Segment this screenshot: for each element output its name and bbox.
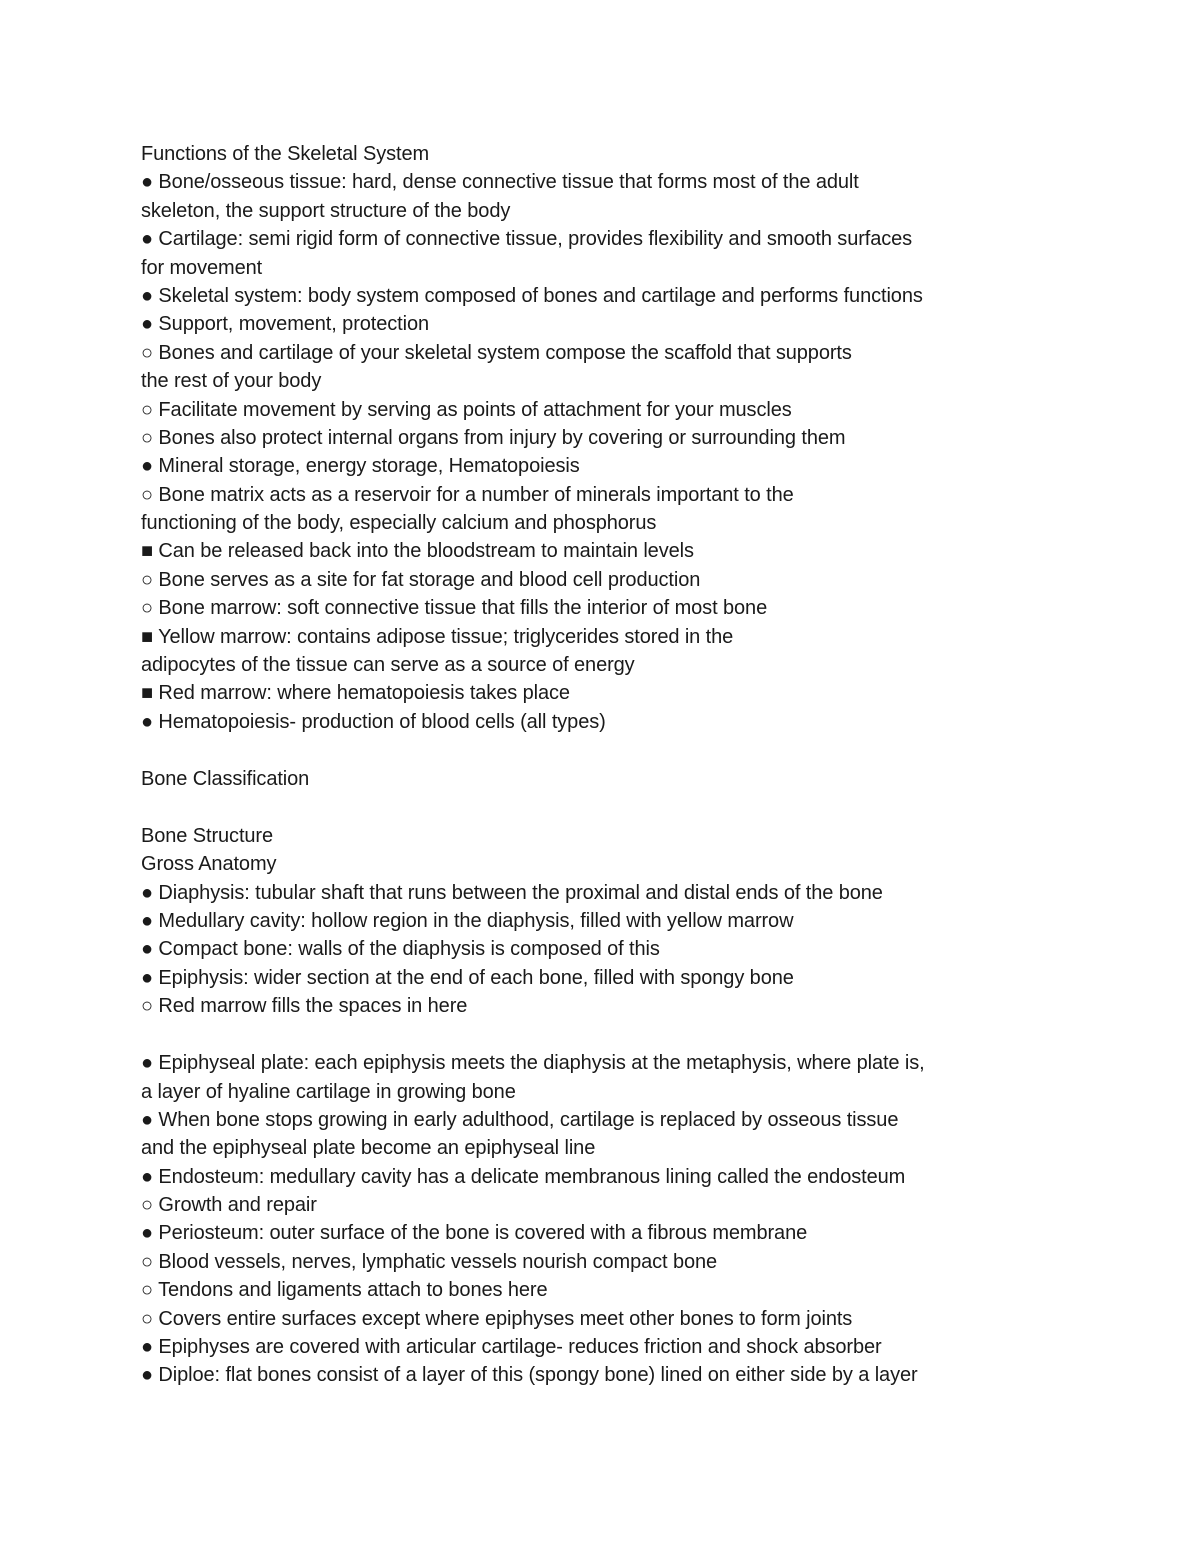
document-line: a layer of hyaline cartilage in growing bone (141, 1080, 516, 1103)
document-line: and the epiphyseal plate become an epiphyseal line (141, 1137, 596, 1160)
document-line: ● Diploe: flat bones consist of a layer of this (spongy bone) lined on either side by a layer (141, 1364, 918, 1387)
document-line: ● Compact bone: walls of the diaphysis is composed of this (141, 938, 660, 961)
document-line: ○ Tendons and ligaments attach to bones here (141, 1279, 548, 1302)
document-line: ○ Blood vessels, nerves, lymphatic vessels nourish compact bone (141, 1250, 718, 1273)
document-line: Bone Classification (141, 767, 310, 790)
document-line: ● Hematopoiesis- production of blood cells (all types) (141, 710, 606, 733)
document-line: ● Periosteum: outer surface of the bone is covered with a fibrous membrane (141, 1222, 808, 1245)
document-line: ■ Yellow marrow: contains adipose tissue; triglycerides stored in the (141, 625, 734, 648)
document-line: ● When bone stops growing in early adulthood, cartilage is replaced by osseous tissue (141, 1108, 899, 1131)
document-line: ● Cartilage: semi rigid form of connective tissue, provides flexibility and smooth surfaces (141, 228, 913, 251)
document-line: skeleton, the support structure of the body (141, 199, 511, 222)
document-line: ○ Bone serves as a site for fat storage and blood cell production (141, 568, 701, 591)
document-line: adipocytes of the tissue can serve as a source of energy (141, 654, 635, 677)
document-line: ■ Can be released back into the bloodstream to maintain levels (141, 540, 694, 563)
document-line: ● Endosteum: medullary cavity has a delicate membranous lining called the endosteum (141, 1165, 906, 1188)
document-line: ○ Bone marrow: soft connective tissue that fills the interior of most bone (141, 597, 768, 620)
blank-line (141, 793, 1021, 822)
document-line: ● Epiphyses are covered with articular cartilage- reduces friction and shock absorber (141, 1336, 882, 1359)
document-line: Bone Structure (141, 824, 274, 847)
blank-line (141, 736, 1021, 765)
document-line: Functions of the Skeletal System (141, 143, 430, 165)
document-line: the rest of your body (141, 370, 322, 393)
blank-line (141, 1021, 1021, 1050)
document-line: ○ Bones also protect internal organs from injury by covering or surrounding them (141, 426, 846, 449)
document-line: ● Epiphysis: wider section at the end of each bone, filled with spongy bone (141, 966, 794, 989)
document-line: ● Epiphyseal plate: each epiphysis meets the diaphysis at the metaphysis, where plate is, (141, 1052, 925, 1075)
document-line: ● Support, movement, protection (141, 313, 430, 336)
document-line: ○ Red marrow fills the spaces in here (141, 995, 468, 1018)
document-line: ● Bone/osseous tissue: hard, dense connective tissue that forms most of the adult (141, 171, 859, 194)
document-line: ● Medullary cavity: hollow region in the diaphysis, filled with yellow marrow (141, 909, 794, 932)
document-body (141, 140, 1021, 1390)
document-line: functioning of the body, especially calcium and phosphorus (141, 512, 657, 535)
document-line: ○ Facilitate movement by serving as points of attachment for your muscles (141, 398, 792, 421)
document-line: for movement (141, 256, 263, 279)
document-line: ● Skeletal system: body system composed of bones and cartilage and performs functions (141, 284, 923, 307)
document-line: ○ Covers entire surfaces except where epiphyses meet other bones to form joints (141, 1307, 853, 1330)
document-line: ○ Bones and cartilage of your skeletal system compose the scaffold that supports (141, 341, 852, 364)
document-line: Gross Anatomy (141, 853, 277, 876)
document-line: ○ Growth and repair (141, 1194, 317, 1217)
document-line: ○ Bone matrix acts as a reservoir for a number of minerals important to the (141, 483, 794, 506)
document-line: ● Diaphysis: tubular shaft that runs between the proximal and distal ends of the bone (141, 881, 883, 904)
document-line: ● Mineral storage, energy storage, Hematopoiesis (141, 455, 580, 478)
document-line: ■ Red marrow: where hematopoiesis takes place (141, 682, 570, 705)
